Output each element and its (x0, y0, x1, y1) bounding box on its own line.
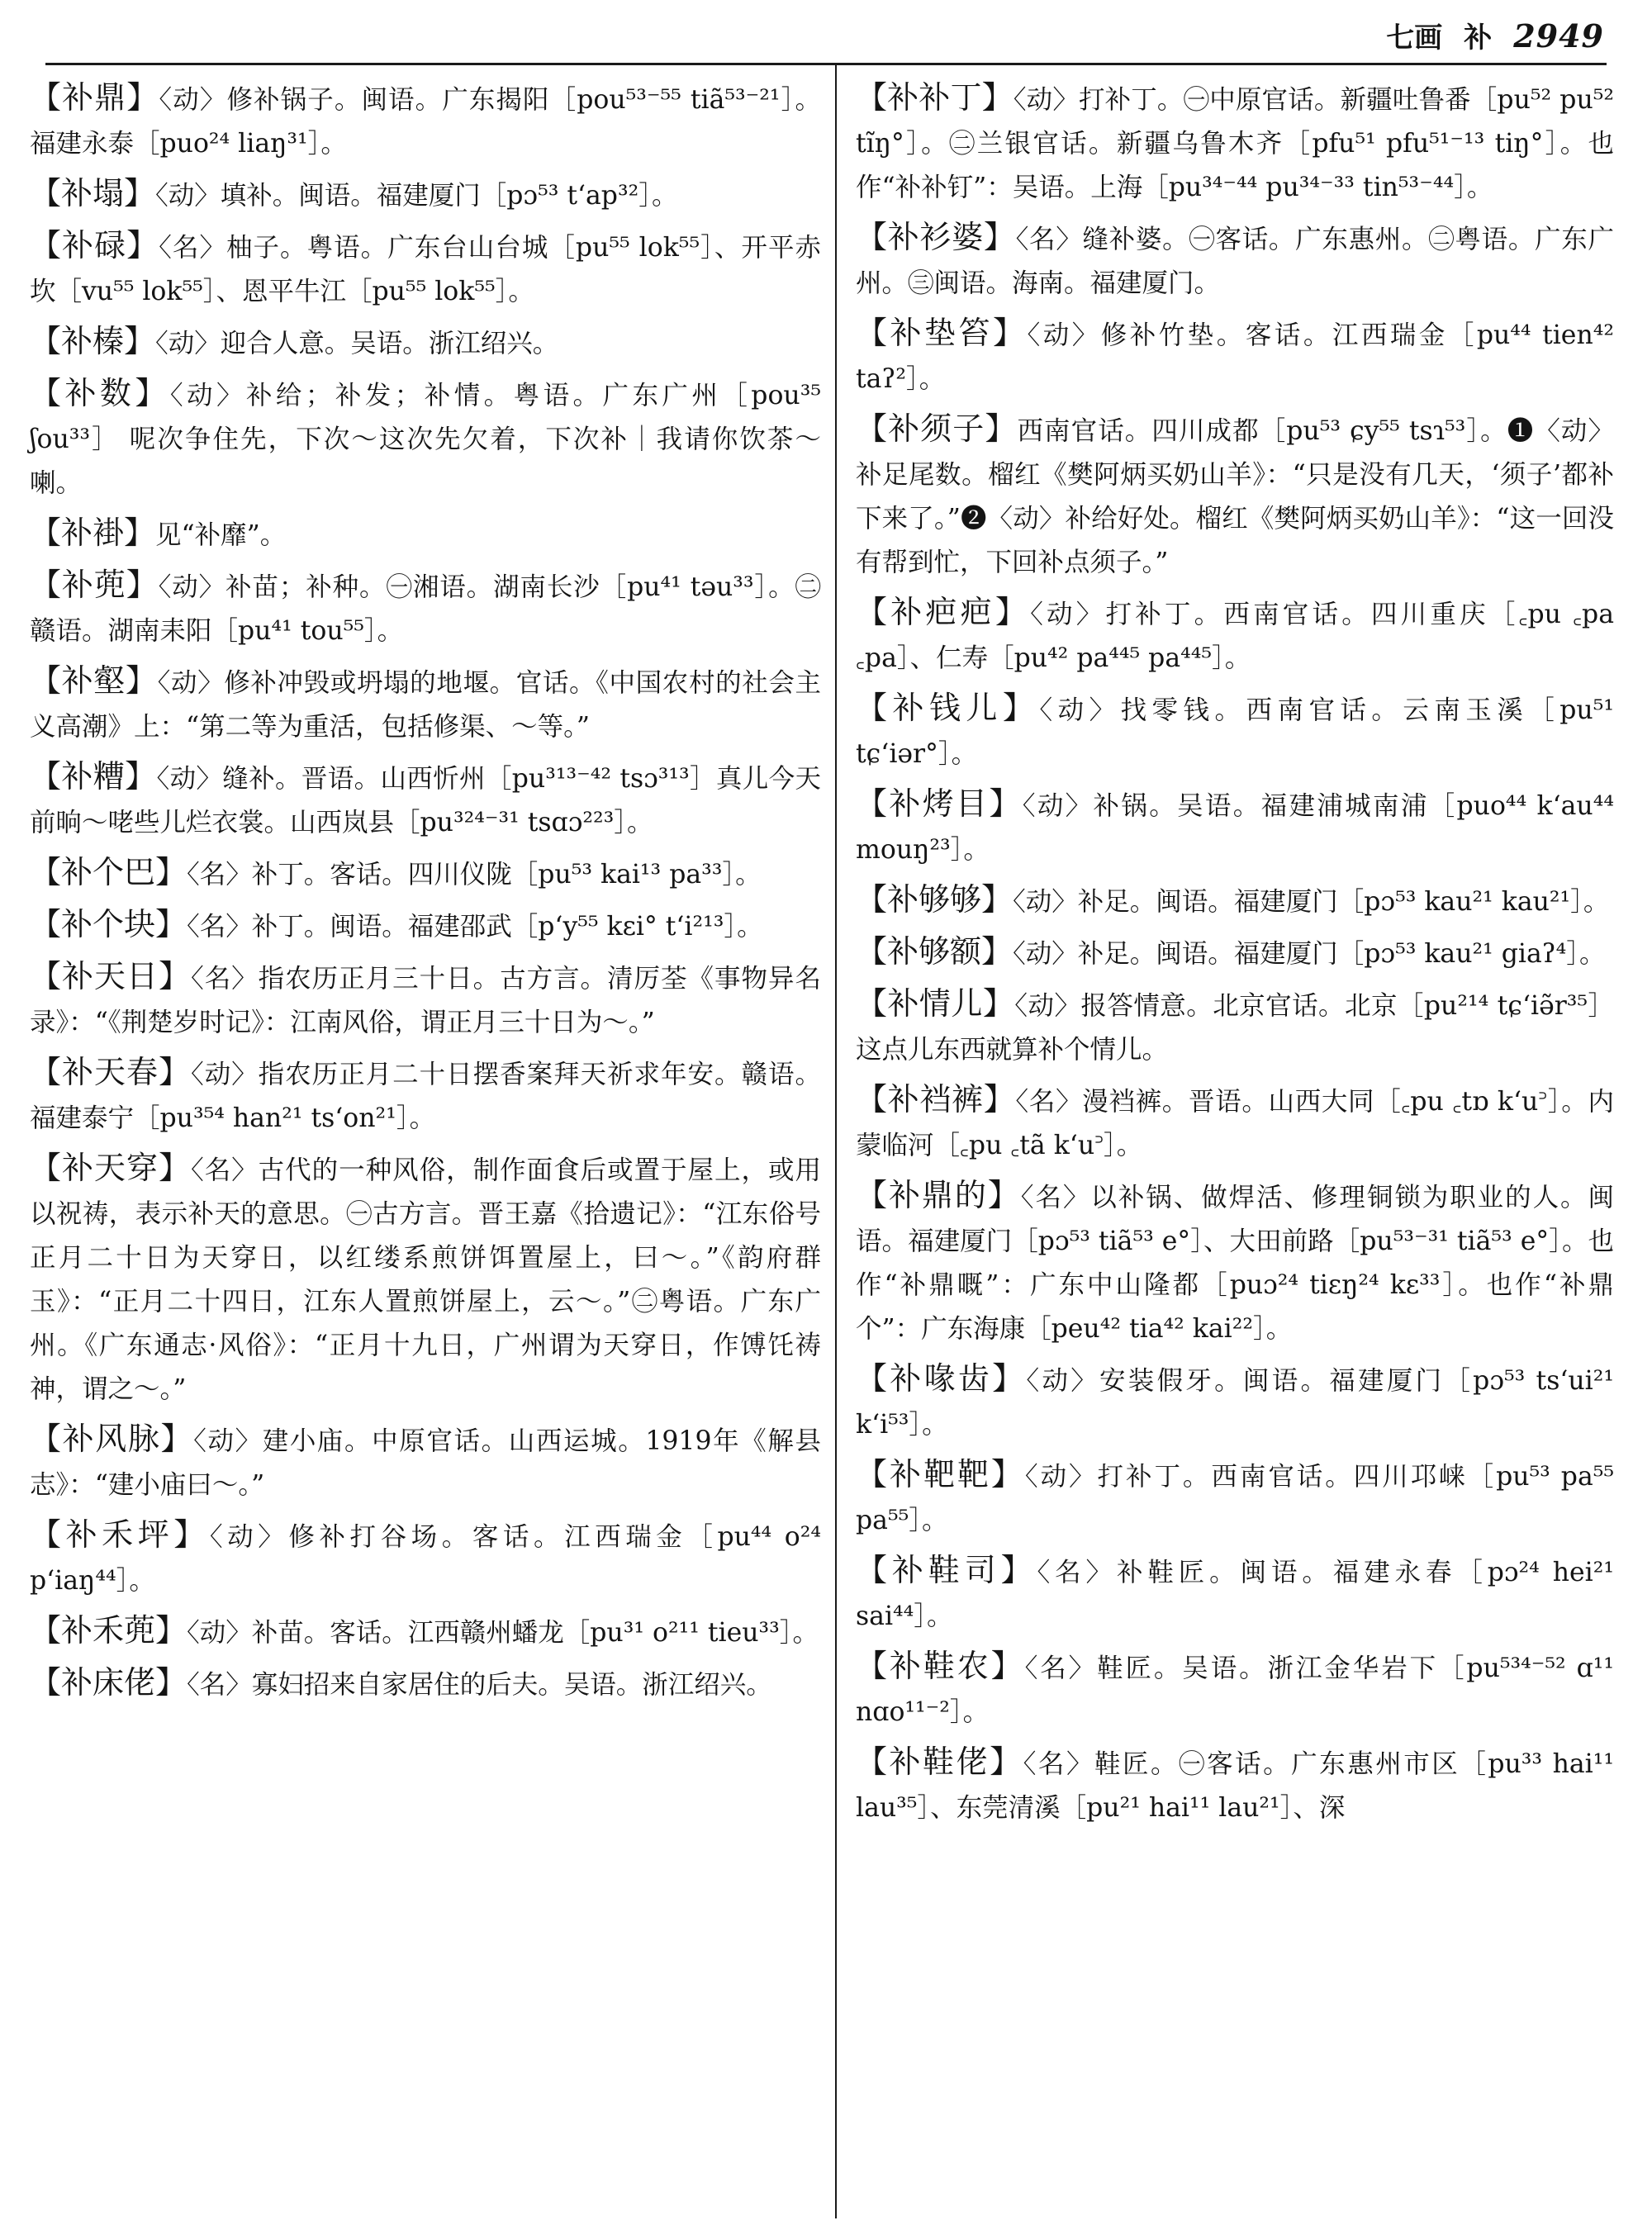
running-head-section: 七画 (1386, 21, 1443, 55)
dictionary-entry (30, 1146, 821, 1412)
entry-definition: 〈动〉缝补。晋语。山西忻州［pu³¹³⁻⁴² tsɔ³¹³］真儿今天前晌～咾些儿烂衣裳。山西岚县［pu³²⁴⁻³¹ tsɑɔ²²³］。 (30, 764, 821, 837)
entry-headword: 【补天穿】 (30, 1150, 191, 1186)
entry-headword: 【补须子】 (856, 410, 1018, 447)
entry-definition: 〈动〉指农历正月二十日摆香案拜天祈求年安。赣语。福建泰宁［pu³⁵⁴ han²¹ tsʻon²¹］。 (30, 1060, 821, 1133)
entry-headword: 【补鼎】 (30, 79, 159, 116)
dictionary-entry (856, 407, 1614, 585)
dictionary-entry (856, 1357, 1614, 1447)
dictionary-entry (856, 1453, 1614, 1543)
entry-headword: 【补床佬】 (30, 1664, 188, 1701)
entry-headword: 【补壑】 (30, 662, 158, 699)
dictionary-entry (30, 1417, 821, 1507)
entry-headword: 【补鼎的】 (856, 1177, 1021, 1213)
dictionary-entry (856, 982, 1614, 1072)
entry-definition: 〈动〉打补丁。西南官话。四川重庆［꜀pu ꜀pa ꜀pa］、仁寿［pu⁴² pa⁴⁴⁵ pa⁴⁴⁵］。 (856, 600, 1614, 673)
entry-definition: 〈名〉指农历正月三十日。古方言。清厉荃《事物异名录》：“《荆楚岁时记》：江南风俗，谓正月三十日为～。” (30, 964, 821, 1037)
dictionary-entry (30, 224, 821, 314)
entry-headword: 【补喙齿】 (856, 1360, 1027, 1397)
entry-definition: 〈名〉古代的一种风俗，制作面食后或置于屋上，或用以祝祷，表示补天的意思。㊀古方言。晋王嘉《拾遗记》：“江东俗号正月二十日为天穿日，以红缕系煎饼饵置屋上，曰～。”《韵府群玉》：“正月二十四日，江东人置煎饼屋上，云～。”㊁粤语。广东广州。《广东通志·风俗》：“正月十九日，广州谓为天穿日，作馎饦祷神，谓之～。” (30, 1155, 821, 1404)
dictionary-entry (30, 172, 821, 218)
entry-definition: 〈动〉补苗。客话。江西赣州蟠龙［pu³¹ o²¹¹ tieu³³］。 (187, 1618, 819, 1648)
entry-headword: 【补禾蔸】 (30, 1612, 188, 1649)
header-rule (45, 63, 1607, 65)
entry-headword: 【补风脉】 (30, 1421, 194, 1457)
dictionary-entry (30, 851, 821, 897)
entry-definition: 〈名〉鞋匠。吴语。浙江金华岩下［pu⁵³⁴⁻⁵² ɑ¹¹ nɑo¹¹⁻²］。 (856, 1654, 1614, 1727)
entry-headword: 【补够额】 (856, 933, 1014, 970)
entry-headword: 【补垫笞】 (856, 315, 1028, 351)
entry-definition: 〈名〉以补锅、做焊活、修理铜锁为职业的人。闽语。福建厦门［pɔ⁵³ tiã⁵³ e°］、大田前路［pu⁵³⁻³¹ tiã⁵³ e°］。也作“补鼎嘅”：广东中山隆都［puɔ²⁴ tiɛŋ²⁴ kɛ³³］。也作“补鼎个”：广东海康［peu⁴² tia⁴² kai²²］。 (856, 1183, 1614, 1344)
entry-definition: 〈名〉鞋匠。㊀客话。广东惠州市区［pu³³ hai¹¹ lau³⁵］、东莞清溪［pu²¹ hai¹¹ lau²¹］、深 (856, 1749, 1614, 1823)
dictionary-entry (856, 216, 1614, 306)
dictionary-entry (30, 755, 821, 845)
dictionary-entry (856, 1174, 1614, 1351)
entry-definition: 见“补靡”。 (155, 520, 287, 550)
entry-headword: 【补补丁】 (856, 79, 1014, 116)
entry-definition: 〈动〉修补冲毁或坍塌的地堰。官话。《中国农村的社会主义高潮》上：“第二等为重活，包括修渠、～等。” (30, 668, 821, 742)
dictionary-entry (30, 1661, 821, 1707)
dictionary-entry (30, 1609, 821, 1655)
dictionary-entry (30, 1051, 821, 1141)
dictionary-entry (30, 955, 821, 1045)
dictionary-entry (856, 782, 1614, 872)
running-head (1386, 15, 1604, 55)
dictionary-entry (30, 372, 821, 505)
entry-headword: 【补钱儿】 (856, 690, 1040, 726)
entry-definition: 〈动〉修补打谷场。客话。江西瑞金［pu⁴⁴ o²⁴ pʻiaŋ⁴⁴］。 (30, 1522, 821, 1596)
entry-definition: 〈动〉打补丁。西南官话。四川邛崃［pu⁵³ pa⁵⁵ pa⁵⁵］。 (856, 1462, 1614, 1535)
entry-headword: 【补数】 (30, 375, 170, 411)
entry-headword: 【补鞋司】 (856, 1552, 1037, 1588)
entry-headword: 【补天春】 (30, 1054, 191, 1090)
entry-definition: 〈动〉找零钱。西南官话。云南玉溪［pu⁵¹ tɕʻiər°］。 (856, 695, 1614, 769)
entry-headword: 【补塌】 (30, 175, 156, 211)
entry-definition: 〈名〉漫裆裤。晋语。山西大同［꜀pu ꜀tɒ kʻu꜄］。内蒙临河［꜀pu ꜀tã kʻu꜄］。 (856, 1087, 1614, 1160)
entry-headword: 【补榛】 (30, 323, 156, 359)
entry-definition: 〈动〉填补。闽语。福建厦门［pɔ⁵³ tʻap³²］。 (155, 181, 678, 211)
entry-definition: 〈动〉修补竹垫。客话。江西瑞金［pu⁴⁴ tien⁴² taʔ²］。 (856, 320, 1614, 394)
entry-headword: 【补裆裤】 (856, 1081, 1016, 1117)
dictionary-entry (856, 311, 1614, 401)
dictionary-entry (30, 1513, 821, 1603)
dictionary-entry (856, 686, 1614, 776)
entry-definition: 〈名〉补鞋匠。闽语。福建永春［pɔ²⁴ hei²¹ sai⁴⁴］。 (856, 1558, 1614, 1631)
column-divider (835, 63, 837, 2218)
entry-headword: 【补禾坪】 (30, 1516, 210, 1553)
dictionary-entry (30, 903, 821, 949)
entry-headword: 【补鞋农】 (856, 1648, 1025, 1684)
entry-headword: 【补情儿】 (856, 985, 1015, 1022)
dictionary-entry (856, 1078, 1614, 1168)
page-number: 2949 (1513, 17, 1604, 55)
entry-definition: 〈动〉建小庙。中原官话。山西运城。1919年《解县志》：“建小庙曰～。” (30, 1426, 821, 1500)
entry-headword: 【补糟】 (30, 758, 157, 795)
entry-headword: 【补碌】 (30, 227, 159, 263)
entry-definition: 〈名〉补丁。闽语。福建邵武［pʻy⁵⁵ kɛi° tʻi²¹³］。 (187, 912, 763, 942)
dictionary-entry (856, 1549, 1614, 1639)
entry-definition: 〈名〉补丁。客话。四川仪陇［pu⁵³ kai¹³ pa³³］。 (187, 860, 762, 890)
entry-definition: 〈动〉补给；补发；补情。粤语。广东广州［pou³⁵ ʃou³³］ 呢次争住先，下次～这次先欠着，下次补｜我请你饮茶～喇。 (30, 381, 821, 498)
dictionary-entry (856, 76, 1614, 210)
dictionary-entry (856, 930, 1614, 976)
entry-definition: 〈动〉补锅。吴语。福建浦城南浦［puo⁴⁴ kʻau⁴⁴ mouŋ²³］。 (856, 791, 1614, 865)
entry-headword: 【补褂】 (30, 515, 156, 551)
right-column (856, 76, 1614, 1836)
dictionary-entry (30, 76, 821, 166)
entry-definition: 〈名〉缝补婆。㊀客话。广东惠州。㊁粤语。广东广州。㊂闽语。海南。福建厦门。 (856, 225, 1614, 298)
entry-definition: 〈动〉安装假牙。闽语。福建厦门［pɔ⁵³ tsʻui²¹ kʻi⁵³］。 (856, 1366, 1614, 1440)
entry-headword: 【补疤疤】 (856, 594, 1031, 630)
entry-definition: 〈动〉迎合人意。吴语。浙江绍兴。 (155, 329, 559, 358)
entry-definition: 西南官话。四川成都［pu⁵³ ɕy⁵⁵ tsɿ⁵³］。❶〈动〉补足尾数。榴红《樊阿炳买奶山羊》：“只是没有几天，‘须子’都补下来了。”❷〈动〉补给好处。榴红《樊阿炳买奶山羊》：“这一回没有帮到忙，下回补点须子。” (856, 416, 1614, 577)
dictionary-entry (856, 1740, 1614, 1830)
entry-headword: 【补蔸】 (30, 567, 159, 603)
entry-headword: 【补个块】 (30, 906, 188, 942)
entry-definition: 〈动〉补足。闽语。福建厦门［pɔ⁵³ kau²¹ kau²¹］。 (1013, 887, 1610, 917)
dictionary-entry (856, 878, 1614, 924)
dictionary-entry (30, 563, 821, 653)
dictionary-entry (30, 320, 821, 366)
entry-headword: 【补靶靶】 (856, 1456, 1025, 1492)
entry-headword: 【补衫婆】 (856, 219, 1016, 255)
dictionary-entry (856, 1644, 1614, 1734)
entry-definition: 〈动〉补足。闽语。福建厦门［pɔ⁵³ kau²¹ giaʔ⁴］。 (1013, 939, 1606, 969)
entry-definition: 〈名〉柚子。粤语。广东台山台城［pu⁵⁵ lok⁵⁵］、开平赤坎［vu⁵⁵ lok⁵⁵］、恩平牛江［pu⁵⁵ lok⁵⁵］。 (30, 233, 821, 306)
dictionary-entry (856, 591, 1614, 681)
entry-headword: 【补个巴】 (30, 854, 188, 890)
entry-headword: 【补天日】 (30, 958, 191, 994)
running-head-character: 补 (1464, 21, 1493, 55)
entry-definition: 〈动〉报答情意。北京官话。北京［pu²¹⁴ tɕʻiə̃r³⁵］这点儿东西就算补个情儿。 (856, 991, 1614, 1065)
entry-headword: 【补够够】 (856, 881, 1014, 918)
entry-headword: 【补烤目】 (856, 785, 1023, 822)
entry-definition: 〈动〉修补锅子。闽语。广东揭阳［pou⁵³⁻⁵⁵ tiã⁵³⁻²¹］。福建永泰［puo²⁴ liaŋ³¹］。 (30, 85, 821, 159)
entry-definition: 〈名〉寡妇招来自家居住的后夫。吴语。浙江绍兴。 (187, 1670, 772, 1700)
left-column (30, 76, 821, 1713)
dictionary-entry (30, 511, 821, 558)
entry-headword: 【补鞋佬】 (856, 1744, 1023, 1780)
dictionary-entry (30, 659, 821, 749)
entry-definition: 〈动〉补苗；补种。㊀湘语。湖南长沙［pu⁴¹ təu³³］。㊁赣语。湖南耒阳［pu⁴¹ tou⁵⁵］。 (30, 572, 821, 646)
entry-definition: 〈动〉打补丁。㊀中原官话。新疆吐鲁番［pu⁵² pu⁵² tĩŋ°］。㊁兰银官话。新疆乌鲁木齐［pfu⁵¹ pfu⁵¹⁻¹³ tiŋ°］。也作“补补钉”：吴语。上海［pu³⁴⁻⁴⁴ pu³⁴⁻³³ tin⁵³⁻⁴⁴］。 (856, 85, 1614, 202)
